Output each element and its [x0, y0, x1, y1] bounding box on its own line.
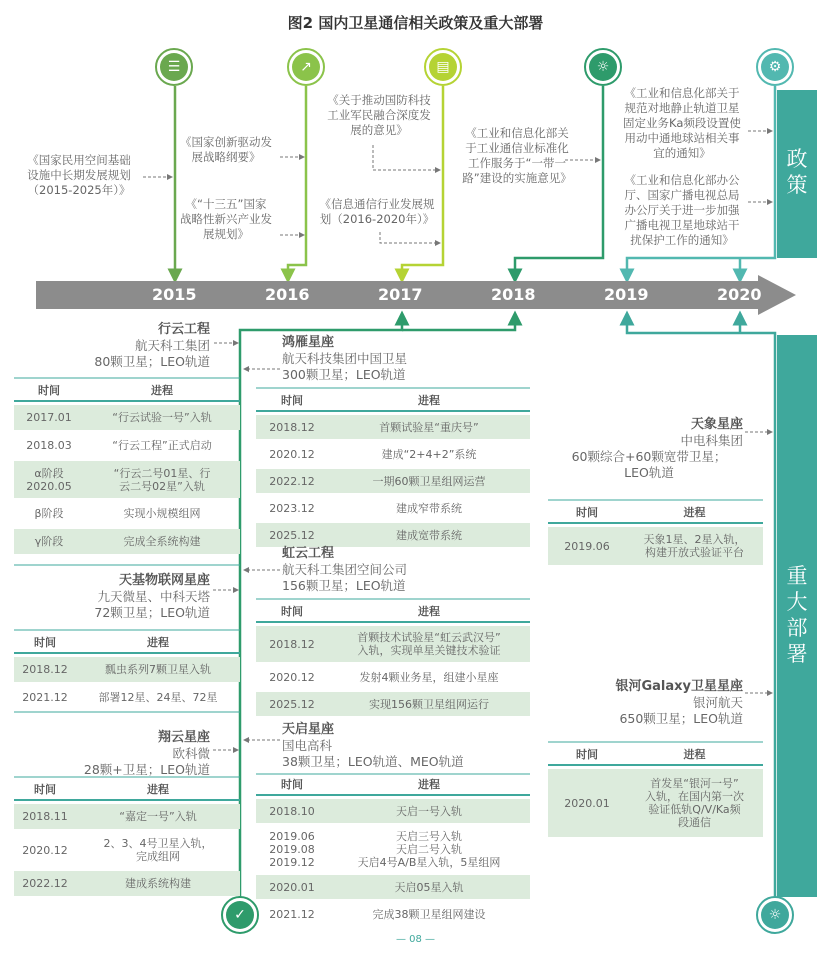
table-cell: 完成全系统构建	[123, 535, 201, 548]
xiangyun-org: 欧科微	[172, 746, 210, 761]
table-cell: 天象1星、2星入轨， 构建开放式验证平台	[643, 533, 746, 559]
table-cell: 首发星“银河一号” 入轨，在国内第一次 验证低轨Q/V/Ka频 段通信	[645, 777, 744, 829]
table-cell: “行云二号01星、行 云二号02星”入轨	[113, 466, 211, 493]
tianqi-info	[282, 722, 522, 770]
lightbulb-gear-icon: ⚙	[756, 48, 794, 86]
hongyan-name: 鸿雁星座	[282, 335, 335, 350]
table-cell: 天启三号入轨 天启二号入轨 天启4号A/B星入轨，5星组网	[357, 829, 501, 869]
xingyun-org: 航天科工集团	[134, 338, 210, 353]
table-cell: 2021.12	[22, 691, 68, 704]
col-time: 时间	[576, 748, 598, 761]
clipboard-check-icon: ✓	[221, 896, 259, 934]
table-cell: “行云工程”正式启动	[112, 439, 212, 452]
yinhe-info	[555, 679, 743, 727]
lightbulb-icon: ☼	[584, 48, 622, 86]
table-cell: 建成“2+4+2”系统	[381, 447, 477, 461]
col-time: 时间	[281, 605, 303, 618]
table-cell: 首颗试验星“重庆号”	[379, 420, 479, 434]
yinhe-name: 银河Galaxy卫星星座	[615, 679, 743, 694]
figure-title: 图2 国内卫星通信相关政策及重大部署	[287, 14, 544, 32]
xiangyun-name: 翔云星座	[157, 730, 210, 745]
table-cell: 发射4颗业务星，组建小星座	[359, 670, 499, 684]
table-cell: 2020.12	[269, 447, 315, 461]
page-number: — 08 —	[395, 934, 436, 945]
col-time: 时间	[34, 783, 56, 796]
table-cell: 2021.12	[269, 907, 315, 921]
table-cell: 2022.12	[269, 474, 315, 488]
table-cell: 2017.01	[26, 411, 72, 424]
table-cell: 2025.12	[269, 528, 315, 542]
xingyun-info	[60, 322, 210, 370]
year-2016: 2016	[265, 285, 310, 304]
table-cell: 建成宽带系统	[396, 528, 462, 542]
table-cell: “嘉定一号”入轨	[119, 810, 197, 823]
clipboard-icon: ☰	[155, 48, 193, 86]
lightbulb-gear-icon-bottom: ☼	[756, 896, 794, 934]
policy-2018: 《工业和信息化部关 于工业通信业标准化 工作服务于“一带一 路”建设的实施意见》	[462, 126, 572, 185]
table-cell: 2023.12	[269, 501, 315, 515]
policy-2017b: 《信息通信行业发展规 划（2016-2020年）》	[319, 197, 435, 226]
tianji-spec: 72颗卫星；LEO轨道	[94, 605, 210, 620]
table-cell: “行云试验一号”入轨	[112, 411, 212, 424]
tianqi-org: 国电高科	[282, 738, 333, 753]
col-time: 时间	[281, 394, 303, 407]
hongyan-table	[256, 390, 530, 547]
table-cell: β阶段	[34, 507, 64, 520]
xingyun-spec: 80颗卫星；LEO轨道	[94, 354, 210, 369]
table-cell: 2018.12	[22, 663, 68, 676]
xingyun-table	[14, 380, 240, 554]
xiangyun-spec: 28颗+卫星；LEO轨道	[83, 762, 210, 777]
tianqi-name: 天启星座	[282, 722, 335, 737]
policy-2017a: 《关于推动国防科技 工业军民融合深度发 展的意见》	[327, 93, 431, 137]
table-cell: 首颗技术试验星“虹云武汉号” 入轨，实现单星关键技术验证	[357, 631, 501, 657]
col-time: 时间	[281, 778, 303, 791]
table-cell: 2018.03	[26, 439, 72, 452]
policy-2015: 《国家民用空间基础 设施中长期发展规划 （2015-2025年）》	[27, 153, 131, 197]
col-progress: 进程	[147, 636, 169, 649]
table-cell: 建成系统构建	[125, 877, 191, 890]
yinhe-org: 银河航天	[692, 695, 743, 710]
year-2015: 2015	[152, 285, 197, 304]
tianxiang-info	[555, 417, 743, 481]
policy-2019a: 《工业和信息化部关于 规范对地静止轨道卫星 固定业务Ka频段设置使 用动中通地球站相关事 宜的通知》	[623, 86, 741, 160]
year-2020: 2020	[717, 285, 762, 304]
table-cell: 建成窄带系统	[396, 501, 462, 515]
hongyun-org: 航天科工集团空间公司	[282, 562, 408, 577]
table-cell: 2018.12	[269, 420, 315, 434]
table-cell: 2018.12	[269, 637, 315, 651]
tianqi-spec: 38颗卫星；LEO轨道、MEO轨道	[282, 754, 464, 769]
policy-side-label: 政 策	[777, 90, 817, 258]
table-cell: 2018.11	[22, 810, 68, 823]
table-cell: 2020.01	[564, 796, 610, 810]
tianqi-table	[256, 774, 530, 926]
table-cell: 2022.12	[22, 877, 68, 890]
table-cell: 2019.06 2019.08 2019.12	[269, 829, 315, 869]
table-cell: 2020.12	[22, 843, 68, 857]
table-cell: γ阶段	[34, 535, 64, 548]
xingyun-name: 行云工程	[157, 322, 210, 337]
table-cell: 部署12星、24星、72星	[98, 691, 218, 704]
col-progress: 进程	[147, 783, 169, 796]
xiangyun-info	[60, 730, 210, 778]
yinhe-table	[548, 744, 763, 837]
table-cell: α阶段 2020.05	[26, 466, 72, 493]
table-cell: 天启05星入轨	[394, 880, 464, 894]
table-cell: 2025.12	[269, 697, 315, 711]
yinhe-spec: 650颗卫星；LEO轨道	[619, 711, 743, 726]
table-cell: 实现156颗卫星组网运行	[369, 697, 489, 711]
policy-2016b: 《“十三五”国家 战略性新兴产业发 展规划》	[180, 197, 272, 241]
col-progress: 进程	[683, 748, 706, 761]
presentation-icon: ▤	[424, 48, 462, 86]
year-2018: 2018	[491, 285, 536, 304]
trend-chart-icon: ↗	[287, 48, 325, 86]
hongyan-info	[282, 335, 462, 383]
table-cell: 2019.06	[564, 539, 610, 553]
tianji-name: 天基物联网星座	[118, 573, 210, 588]
table-cell: 2020.12	[269, 670, 315, 684]
hongyun-name: 虹云工程	[282, 546, 335, 561]
tianji-org: 九天微星、中科天塔	[97, 589, 210, 604]
col-progress: 进程	[151, 384, 173, 397]
policy-2016a: 《国家创新驱动发 展战略纲要》	[180, 135, 272, 164]
tianxiang-org: 中电科集团	[680, 433, 743, 448]
hongyun-info	[282, 546, 462, 594]
hongyan-spec: 300颗卫星；LEO轨道	[282, 367, 406, 382]
table-cell: 瓢虫系列7颗卫星入轨	[105, 663, 211, 676]
year-2017: 2017	[378, 285, 423, 304]
table-cell: 天启一号入轨	[396, 804, 462, 818]
col-progress: 进程	[418, 394, 440, 407]
hongyun-spec: 156颗卫星；LEO轨道	[282, 578, 406, 593]
col-time: 时间	[38, 384, 60, 397]
year-2019: 2019	[604, 285, 649, 304]
hongyan-org: 航天科技集团中国卫星	[282, 351, 408, 366]
xiangyun-table	[14, 779, 240, 896]
col-time: 时间	[34, 636, 56, 649]
col-time: 时间	[576, 506, 598, 519]
col-progress: 进程	[418, 778, 440, 791]
tianxiang-spec: 60颗综合+60颗宽带卫星； LEO轨道	[571, 449, 727, 480]
tianxiang-table	[548, 502, 763, 565]
table-cell: 2、3、4号卫星入轨， 完成组网	[103, 837, 213, 863]
table-cell: 完成38颗卫星组网建设	[372, 907, 486, 921]
deploy-side-label: 重 大 部 署	[777, 335, 817, 897]
policy-2019b: 《工业和信息化部办公 厅、国家广播电视总局 办公厅关于进一步加强 广播电视卫星地球站干 扰保护工作的通知》	[624, 173, 740, 247]
col-progress: 进程	[418, 605, 440, 618]
table-cell: 实现小规模组网	[123, 507, 201, 520]
col-progress: 进程	[683, 506, 706, 519]
hongyun-table	[256, 601, 530, 716]
table-cell: 一期60颗卫星组网运营	[372, 474, 486, 488]
tianji-table	[14, 632, 240, 710]
table-cell: 2020.01	[269, 880, 315, 894]
page-number-value: 08	[409, 934, 422, 945]
tianji-info	[30, 573, 210, 621]
table-cell: 2018.10	[269, 804, 315, 818]
tianxiang-name: 天象星座	[690, 417, 743, 432]
